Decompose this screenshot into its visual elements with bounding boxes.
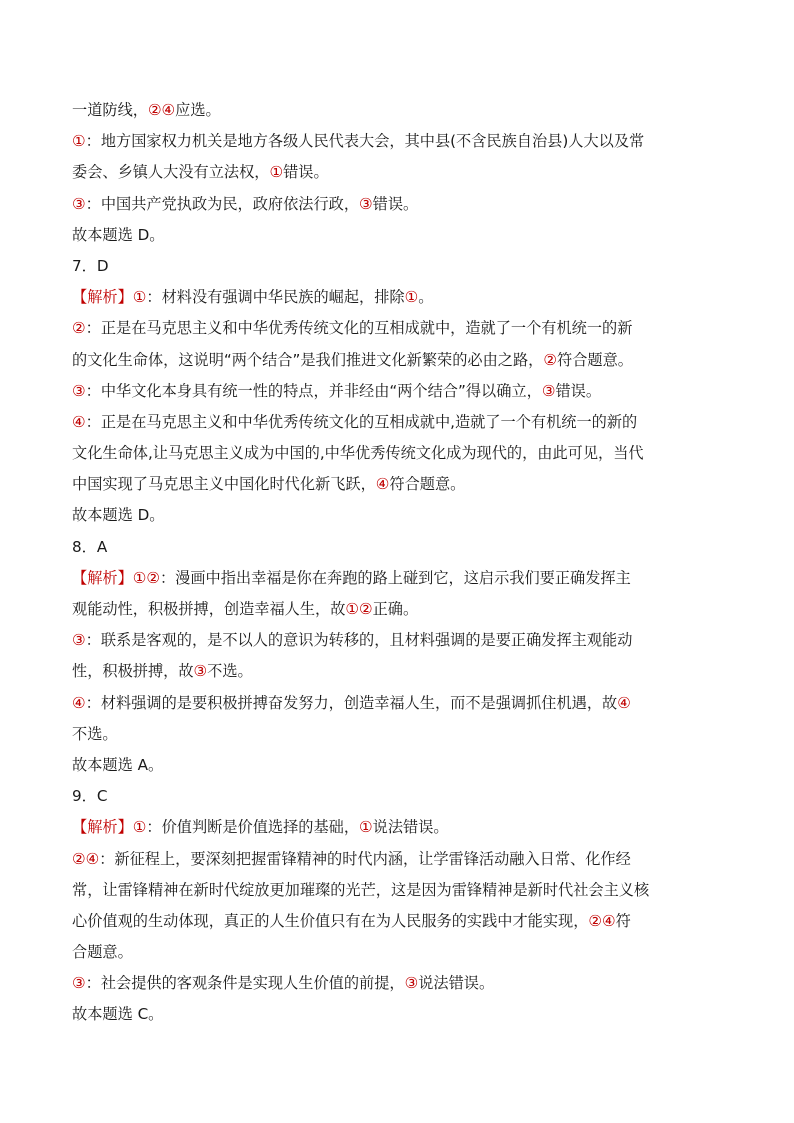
body-text: 说法错误。: [418, 974, 495, 993]
highlight-text: ④: [375, 475, 390, 494]
body-text: ：材料没有强调中华民族的崛起，排除: [146, 288, 405, 307]
body-text: 9．C: [72, 787, 108, 806]
text-line: [72, 95, 682, 126]
body-text: ：漫画中指出幸福是你在奔跑的路上碰到它，这启示我们要正确发挥主: [159, 568, 631, 587]
body-text: ：价值判断是价值选择的基础，: [146, 818, 359, 837]
body-text: 的文化生命体，这说明“两个结合”是我们推进文化新繁荣的必由之路，: [72, 350, 544, 369]
body-text: 正确。: [372, 600, 419, 618]
highlight-text: ③: [72, 631, 86, 650]
body-text: 错误。: [283, 163, 329, 182]
body-text: 不选。: [207, 662, 253, 681]
highlight-text: ①: [132, 288, 147, 307]
highlight-text: ④: [72, 412, 86, 431]
text-line: [72, 438, 682, 469]
text-line: [72, 282, 682, 313]
text-line: [72, 999, 682, 1030]
body-text: 故本题选 C。: [72, 1005, 164, 1024]
body-text: 符合题意。: [389, 475, 466, 494]
body-text: ：联系是客观的，是不以人的意识为转移的，且材料强调的是要正确发挥主观能动: [85, 631, 633, 650]
text-line: [72, 812, 682, 843]
body-text: 委会、乡镇人大没有立法权，: [72, 163, 270, 182]
body-text: 文化生命体,让马克思主义成为中国的,中华优秀传统文化成为现代的，由此可见，当代: [72, 444, 644, 463]
text-line: [72, 469, 682, 500]
text-line: [72, 251, 682, 282]
text-line: [72, 532, 682, 563]
body-text: ：正是在马克思主义和中华优秀传统文化的互相成就中,造就了一个有机统一的新的: [85, 412, 638, 431]
body-text: 合题意。: [72, 943, 133, 962]
text-line: [72, 875, 682, 906]
highlight-text: ④: [72, 693, 86, 712]
text-line: [72, 625, 682, 656]
body-text: 7．D: [72, 256, 109, 275]
body-text: 性，积极拼搏，故: [72, 662, 194, 681]
text-line: [72, 656, 682, 687]
highlight-text: ③: [72, 974, 86, 993]
highlight-text: ①: [404, 288, 419, 307]
text-line: [72, 157, 682, 188]
highlight-text: ③: [359, 194, 373, 213]
body-text: ：社会提供的客观条件是实现人生价值的前提，: [85, 974, 405, 993]
highlight-text: ②: [543, 350, 557, 369]
body-text: 一道防线，: [72, 101, 148, 119]
text-lines: [72, 95, 682, 1031]
highlight-text: 【解析】: [72, 288, 133, 307]
body-text: 故本题选 D。: [72, 225, 165, 244]
text-line: [72, 594, 682, 625]
body-text: 故本题选 A。: [72, 755, 164, 774]
highlight-text: ④: [617, 693, 631, 712]
body-text: 中国实现了马克思主义中国化时代化新飞跃，: [72, 475, 376, 494]
highlight-text: ①②: [132, 568, 160, 587]
body-text: 故本题选 D。: [72, 506, 165, 525]
highlight-text: ②④: [588, 911, 616, 930]
body-text: 错误。: [372, 194, 419, 213]
text-line: [72, 844, 682, 875]
highlight-text: ①②: [345, 600, 373, 618]
text-line: [72, 189, 682, 220]
text-line: [72, 906, 682, 937]
highlight-text: ①: [269, 163, 284, 182]
text-line: [72, 345, 682, 376]
body-text: ：新征程上，要深刻把握雷锋精神的时代内涵，让学雷锋活动融入日常、化作经: [99, 849, 631, 868]
highlight-text: ③: [72, 381, 86, 400]
body-text: 符: [615, 911, 631, 930]
body-text: 心价值观的生动体现，真正的人生价值只有在为人民服务的实践中才能实现，: [72, 911, 589, 930]
text-line: [72, 968, 682, 999]
text-line: [72, 719, 682, 750]
text-line: [72, 500, 682, 531]
body-text: 不选。: [72, 724, 118, 743]
highlight-text: ②: [72, 319, 86, 338]
highlight-text: ①: [132, 818, 147, 837]
body-text: ：地方国家权力机关是地方各级人民代表大会，其中县(不含民族自治县)人大以及常: [85, 132, 645, 151]
answer-explanation-body: [72, 95, 682, 1031]
highlight-text: ③: [404, 974, 419, 993]
highlight-text: ①: [359, 818, 373, 837]
highlight-text: ②④: [72, 849, 100, 868]
body-text: 常，让雷锋精神在新时代绽放更加璀璨的光芒，这是因为雷锋精神是新时代社会主义核: [72, 880, 650, 899]
highlight-text: ③: [541, 381, 556, 400]
text-line: [72, 750, 682, 781]
text-line: [72, 563, 682, 594]
body-text: ：材料强调的是要积极拼搏奋发努力，创造幸福人生，而不是强调抓住机遇，故: [85, 693, 618, 712]
text-line: [72, 126, 682, 157]
highlight-text: 【解析】: [72, 568, 133, 587]
body-text: ：中华文化本身具有统一性的特点，并非经由“两个结合”得以确立，: [85, 381, 542, 400]
body-text: ：中国共产党执政为民，政府依法行政，: [85, 194, 359, 213]
text-line: [72, 407, 682, 438]
text-line: [72, 220, 682, 251]
body-text: 错误。: [555, 381, 601, 400]
body-text: 。: [418, 288, 434, 307]
highlight-text: 【解析】: [72, 818, 133, 837]
highlight-text: ③: [193, 662, 208, 681]
body-text: 符合题意。: [557, 350, 633, 369]
text-line: [72, 937, 682, 968]
text-line: [72, 781, 682, 812]
highlight-text: ②④: [147, 101, 176, 119]
body-text: 8．A: [72, 537, 108, 556]
text-line: [72, 688, 682, 719]
text-line: [72, 376, 682, 407]
text-line: [72, 313, 682, 344]
highlight-text: ③: [72, 194, 86, 213]
body-text: 应选。: [175, 101, 221, 119]
body-text: 说法错误。: [372, 818, 449, 837]
body-text: 观能动性，积极拼搏，创造幸福人生，故: [72, 600, 346, 618]
body-text: ：正是在马克思主义和中华优秀传统文化的互相成就中，造就了一个有机统一的新: [85, 319, 633, 338]
highlight-text: ①: [72, 132, 86, 151]
